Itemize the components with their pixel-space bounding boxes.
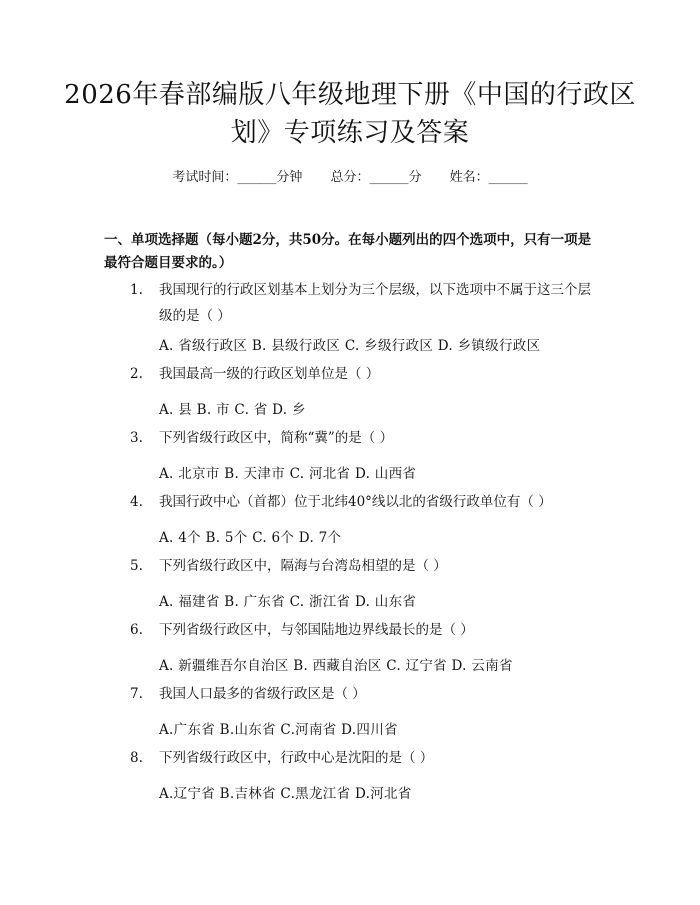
question-options: A. 北京市 B. 天津市 C. 河北省 D. 山西省 (159, 466, 417, 482)
question-number: 3. (130, 430, 143, 446)
question-number: 8. (130, 750, 143, 766)
exam-time: 考试时间：______分钟 (172, 170, 303, 185)
question-number: 5. (130, 558, 143, 574)
question-options: A. 4个 B. 5个 C. 6个 D. 7个 (159, 530, 342, 546)
exam-meta (0, 168, 700, 188)
question-number: 7. (130, 686, 143, 702)
exam-total-score: 总分：______分 (330, 170, 422, 185)
document-title: 2026年春部编版八年级地理下册《中国的行政区划》专项练习及答案 (64, 80, 636, 148)
question-options: A. 县 B. 市 C. 省 D. 乡 (159, 402, 306, 418)
question-text: 下列省级行政区中，简称“冀”的是（ ） (159, 430, 394, 446)
question-text: 下列省级行政区中，与邻国陆地边界线最长的是（ ） (159, 622, 474, 638)
question-number: 4. (130, 494, 143, 510)
question-text: 我国人口最多的省级行政区是（ ） (159, 686, 366, 702)
question-options: A. 福建省 B. 广东省 C. 浙江省 D. 山东省 (159, 594, 417, 610)
question-options: A.辽宁省 B.吉林省 C.黑龙江省 D.河北省 (159, 786, 412, 802)
question-number: 1. (130, 282, 143, 298)
question-options: A. 省级行政区 B. 县级行政区 C. 乡级行政区 D. 乡镇级行政区 (159, 338, 541, 354)
student-name: 姓名：______ (449, 170, 528, 185)
question-number: 6. (130, 622, 143, 638)
question-text: 我国行政中心（首都）位于北纬40°线以北的省级行政单位有（ ） (159, 494, 552, 510)
question-options: A.广东省 B.山东省 C.河南省 D.四川省 (159, 722, 398, 738)
question-number: 2. (130, 366, 143, 382)
question-text: 下列省级行政区中，行政中心是沈阳的是（ ） (159, 750, 434, 766)
section-heading: 一、单项选择题（每小题2分，共50分。在每小题列出的四个选项中，只有一项是最符合题目要求的。） (104, 232, 592, 271)
question-text: 我国现行的行政区划基本上划分为三个层级，以下选项中不属于这三个层级的是（ ） (159, 282, 591, 324)
question-options: A. 新疆维吾尔自治区 B. 西藏自治区 C. 辽宁省 D. 云南省 (159, 658, 513, 674)
question-text: 下列省级行政区中，隔海与台湾岛相望的是（ ） (159, 558, 447, 574)
question-text: 我国最高一级的行政区划单位是（ ） (159, 366, 380, 382)
